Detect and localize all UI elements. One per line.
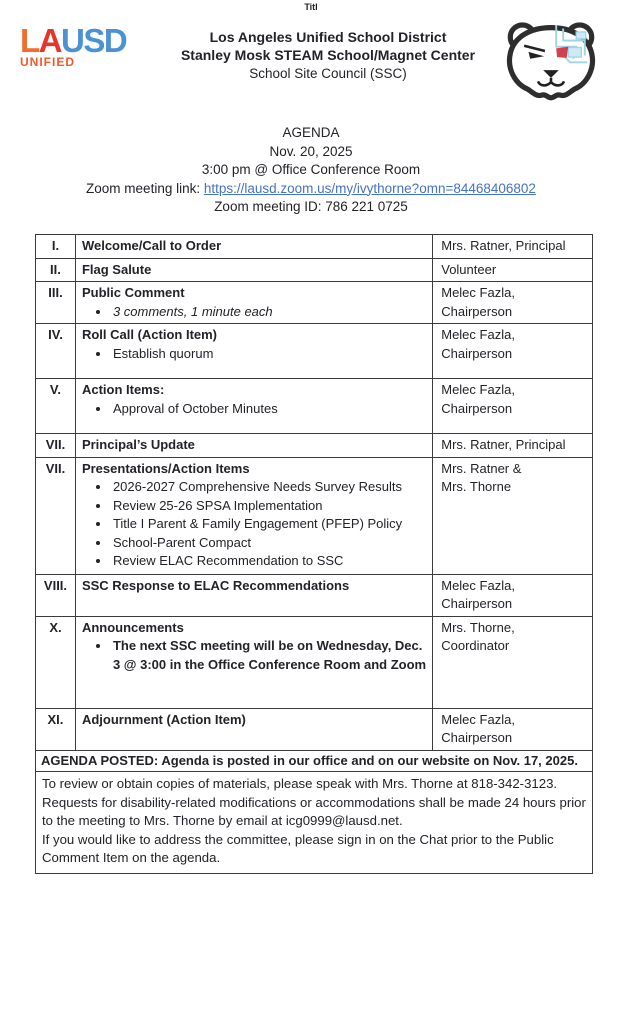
item-title: Roll Call (Action Item) <box>81 327 218 342</box>
footer-note-accommodations: Requests for disability-related modifications or accommodations shall be made 24 hours prior to the meeting to Mrs. Thorne by email at icg0999@lausd.net. <box>42 794 586 829</box>
footer-note-public-comment: If you would like to address the committee, please sign in on the Chat prior to the Public Comment Item on the agenda. <box>42 831 554 866</box>
school-name: Stanley Mosk STEAM School/Magnet Center <box>180 47 476 63</box>
item-title: SSC Response to ELAC Recommendations <box>81 577 350 593</box>
row-numeral: VII. <box>36 457 76 574</box>
item-person: Melec Fazla, Chairperson <box>433 282 593 324</box>
item-title: Adjournment (Action Item) <box>81 711 246 727</box>
row-numeral: XI. <box>36 708 76 750</box>
item-title: Announcements <box>81 619 184 635</box>
item-bullet: • School-Parent Compact <box>111 534 426 553</box>
lausd-logo <box>20 20 160 69</box>
row-numeral: X. <box>36 616 76 708</box>
row-numeral: III. <box>36 282 76 324</box>
district-name: Los Angeles Unified School District <box>209 29 447 45</box>
item-person: Melec Fazla, Chairperson <box>433 574 593 616</box>
row-numeral: II. <box>36 258 76 282</box>
zoom-link-line <box>0 180 622 199</box>
item-bullet: • The next SSC meeting will be on Wednesday, Dec. 3 @ 3:00 in the Office Conference Room and Zoom <box>111 637 426 674</box>
agenda-posted-row <box>36 750 593 772</box>
item-person: Volunteer <box>433 258 593 282</box>
agenda-row <box>36 282 593 324</box>
page-top-title: Titl <box>304 2 318 12</box>
item-bullet: • Approval of October Minutes <box>111 400 426 419</box>
lausd-letter-a: A <box>38 22 62 59</box>
item-title: Public Comment <box>81 285 185 300</box>
zoom-meeting-id: Zoom meeting ID: 786 221 0725 <box>214 199 408 214</box>
meeting-date: Nov. 20, 2025 <box>269 143 353 159</box>
item-bullet: • Review 25-26 SPSA Implementation <box>111 497 426 516</box>
agenda-row <box>36 457 593 574</box>
council-name: School Site Council (SSC) <box>249 66 407 81</box>
item-person: Mrs. Thorne, Coordinator <box>433 616 593 708</box>
item-person: Mrs. Ratner & Mrs. Thorne <box>433 457 593 574</box>
row-numeral: VII. <box>36 434 76 458</box>
item-person: Melec Fazla, Chairperson <box>433 324 593 379</box>
row-numeral: I. <box>36 234 76 258</box>
item-title: Action Items: <box>81 382 165 397</box>
item-title: Principal’s Update <box>81 437 195 452</box>
bear-mascot-svg <box>499 20 603 108</box>
lausd-unified-label: UNIFIED <box>20 55 75 69</box>
item-bullet: • Review ELAC Recommendation to SSC <box>111 552 426 571</box>
zoom-meeting-link[interactable]: https://lausd.zoom.us/my/ivythorne?omn=84468406802 <box>203 180 536 196</box>
item-person: Mrs. Ratner, Principal <box>433 234 593 258</box>
item-bullet: • 2026-2027 Comprehensive Needs Survey Results <box>111 478 426 497</box>
agenda-posted-text: AGENDA POSTED: Agenda is posted in our office and on our website on Nov. 17, 2025. <box>36 750 593 772</box>
row-numeral: IV. <box>36 324 76 379</box>
agenda-row <box>36 574 593 616</box>
agenda-table <box>35 234 593 874</box>
item-title: Flag Salute <box>81 261 152 277</box>
agenda-row <box>36 434 593 458</box>
bear-mascot-icon <box>496 20 606 108</box>
lausd-letters-usd: USD <box>61 22 127 59</box>
item-person: Melec Fazla, Chairperson <box>433 708 593 750</box>
item-bullet: • Establish quorum <box>111 345 426 364</box>
footer-notes-row <box>36 772 593 874</box>
item-title: Presentations/Action Items <box>81 460 250 476</box>
footer-note-materials: To review or obtain copies of materials, please speak with Mrs. Thorne at 818-342-3123. <box>42 776 558 791</box>
meeting-time-location: 3:00 pm @ Office Conference Room <box>201 162 421 177</box>
item-person: Melec Fazla, Chairperson <box>433 379 593 434</box>
lausd-wordmark <box>20 22 160 59</box>
item-person: Mrs. Ratner, Principal <box>433 434 593 458</box>
item-title: Welcome/Call to Order <box>81 237 222 253</box>
row-numeral: V. <box>36 379 76 434</box>
item-bullet: • Title I Parent & Family Engagement (PFEP) Policy <box>111 515 426 534</box>
agenda-row <box>36 258 593 282</box>
header-title-block <box>160 20 496 83</box>
row-numeral: VIII. <box>36 574 76 616</box>
agenda-row <box>36 708 593 750</box>
zoom-link-label: Zoom meeting link: <box>86 180 204 196</box>
agenda-row <box>36 324 593 379</box>
lausd-letter-l: L <box>20 22 39 59</box>
agenda-label: AGENDA <box>282 125 340 140</box>
document-header <box>0 12 622 108</box>
item-bullet: • 3 comments, 1 minute each <box>111 303 426 322</box>
agenda-row <box>36 234 593 258</box>
agenda-row <box>36 616 593 708</box>
meeting-info-block <box>0 124 622 217</box>
agenda-row <box>36 379 593 434</box>
